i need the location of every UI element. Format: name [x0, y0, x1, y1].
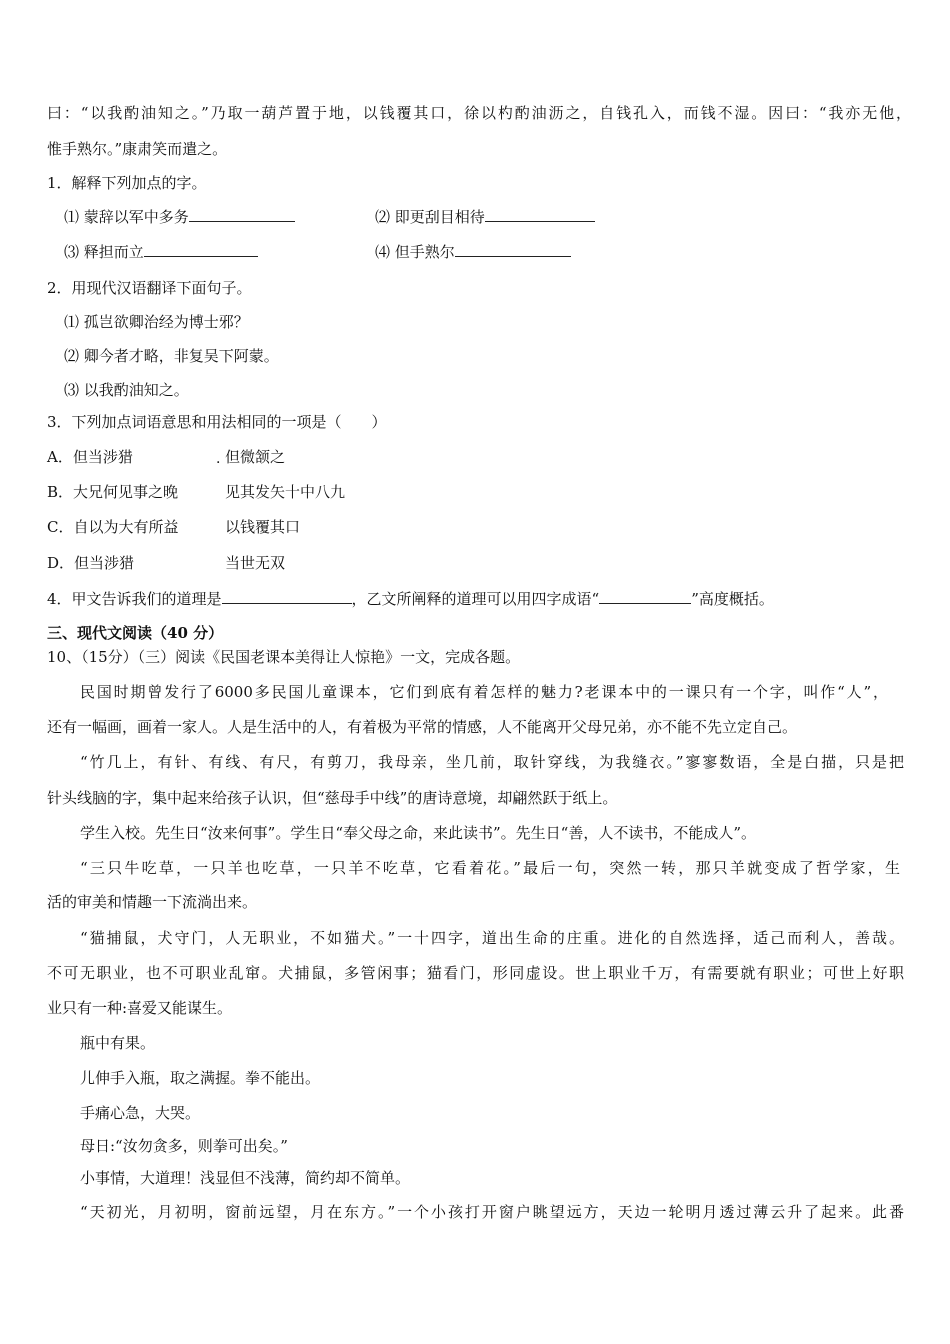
q1-item-1 [64, 206, 295, 228]
q4-part-1: 4．甲文告诉我们的道理是 [47, 590, 222, 608]
q3-option-c-label: C．自以为大有所益 [47, 518, 179, 536]
q1-item-2 [375, 206, 595, 228]
question-4 [47, 588, 774, 610]
question-10-stem: 10、（15分）（三）阅读《民国老课本美得让人惊艳》一文，完成各题。 [47, 648, 521, 666]
article-p1-line1: 民国时期曾发行了6000多民国儿童课本，它们到底有着怎样的魅力?老课本中的一课只有一个字，叫作“人”， [80, 683, 888, 701]
q2-item-3: ⑶ 以我酌油知之。 [64, 381, 189, 399]
article-p8: 手痛心急，大哭。 [80, 1104, 201, 1122]
q1-item-3 [64, 241, 258, 263]
answer-blank[interactable] [599, 588, 691, 604]
q3-option-d-label: D．但当涉猎 [47, 554, 135, 572]
answer-blank[interactable] [189, 206, 295, 222]
q1-item-2-text: ⑵ 即更刮目相待 [375, 208, 485, 226]
q4-part-2: ，乙文所阐释的道理可以用四字成语“ [351, 590, 600, 608]
passage-line-2: 惟手熟尔。”康肃笑而遣之。 [47, 140, 228, 158]
answer-blank[interactable] [222, 588, 352, 604]
article-p11-line1: “天初光，月初明，窗前远望，月在东方。”一个小孩打开窗户眺望远方，天边一轮明月透过薄云升了起来。此番 [80, 1203, 904, 1221]
article-p4-line2: 活的审美和情趣一下流淌出来。 [47, 893, 258, 911]
answer-blank[interactable] [485, 206, 595, 222]
q1-item-3-text: ⑶ 释担而立 [64, 243, 144, 261]
article-p5-line3: 业只有一种:喜爱又能谋生。 [47, 999, 233, 1017]
article-p5-line2: 不可无职业，也不可职业乱窜。犬捕鼠，多管闲事；猫看门，形同虚设。世上职业千万，有需要就有职业；可世上好职 [47, 964, 904, 982]
article-p9: 母日:“汝勿贪多，则拳可出矣。” [80, 1137, 288, 1155]
q3-option-a-label: A．但当涉猎 [47, 448, 133, 466]
q2-item-2: ⑵ 卿今者才略，非复吴下阿蒙。 [64, 347, 279, 365]
question-2-stem: 2．用现代汉语翻译下面句子。 [47, 279, 252, 297]
article-p10: 小事情，大道理！浅显但不浅薄，简约却不简单。 [80, 1169, 411, 1187]
q3-option-b-label: B．大兄何见事之晚 [47, 483, 179, 501]
article-p4-line1: “三只牛吃草，一只羊也吃草，一只羊不吃草，它看着花。”最后一句，突然一转，那只羊就变成了哲学家，生 [80, 859, 900, 877]
question-3-stem: 3．下列加点词语意思和用法相同的一项是（ ） [47, 413, 387, 431]
q3-option-d-pair: 当世无双 [225, 554, 286, 572]
article-p5-line1: “猫捕鼠，犬守门，人无职业，不如猫犬。”一十四字，道出生命的庄重。进化的自然选择，适己而利人，善哉。 [80, 929, 904, 947]
q1-item-4 [375, 241, 571, 263]
q1-item-4-text: ⑷ 但手熟尔 [375, 243, 455, 261]
question-1-stem: 1．解释下列加点的字。 [47, 174, 207, 192]
article-p2-line2: 针头线脑的字，集中起来给孩子认识，但“慈母手中线”的唐诗意境，却翩然跃于纸上。 [47, 789, 618, 807]
q3-option-a-pair: 但微颔之 [225, 448, 286, 466]
emphasis-dot: · [216, 455, 221, 471]
q3-option-b-pair: 见其发矢十中八九 [225, 483, 346, 501]
article-p1-line2: 还有一幅画，画着一家人。人是生活中的人，有着极为平常的情感，人不能离开父母兄弟，亦不能不先立定自己。 [47, 718, 798, 736]
passage-line-1: 曰：“以我酌油知之。”乃取一葫芦置于地，以钱覆其口，徐以杓酌油沥之，自钱孔入，而钱不湿。因曰：“我亦无他， [47, 104, 911, 122]
section-title: 三、现代文阅读（40 分） [47, 624, 224, 642]
q2-item-1: ⑴ 孤岂欲卿治经为博士邪？ [64, 313, 249, 331]
answer-blank[interactable] [144, 241, 258, 257]
q4-part-3: ”高度概括。 [691, 590, 774, 608]
q3-option-c-pair: 以钱覆其口 [225, 518, 301, 536]
article-p6: 瓶中有果。 [80, 1034, 156, 1052]
article-p2-line1: “竹几上，有针、有线、有尺，有剪刀，我母亲，坐几前，取针穿线，为我缝衣。”寥寥数语，全是白描，只是把 [80, 753, 904, 771]
q1-item-1-text: ⑴ 蒙辞以军中多务 [64, 208, 189, 226]
answer-blank[interactable] [455, 241, 571, 257]
article-p3: 学生入校。先生日“汝来何事”。学生日“奉父母之命，来此读书”。先生日“善，人不读书，不能成人”。 [80, 824, 757, 842]
article-p7: 儿伸手入瓶，取之满握。拳不能出。 [80, 1069, 321, 1087]
